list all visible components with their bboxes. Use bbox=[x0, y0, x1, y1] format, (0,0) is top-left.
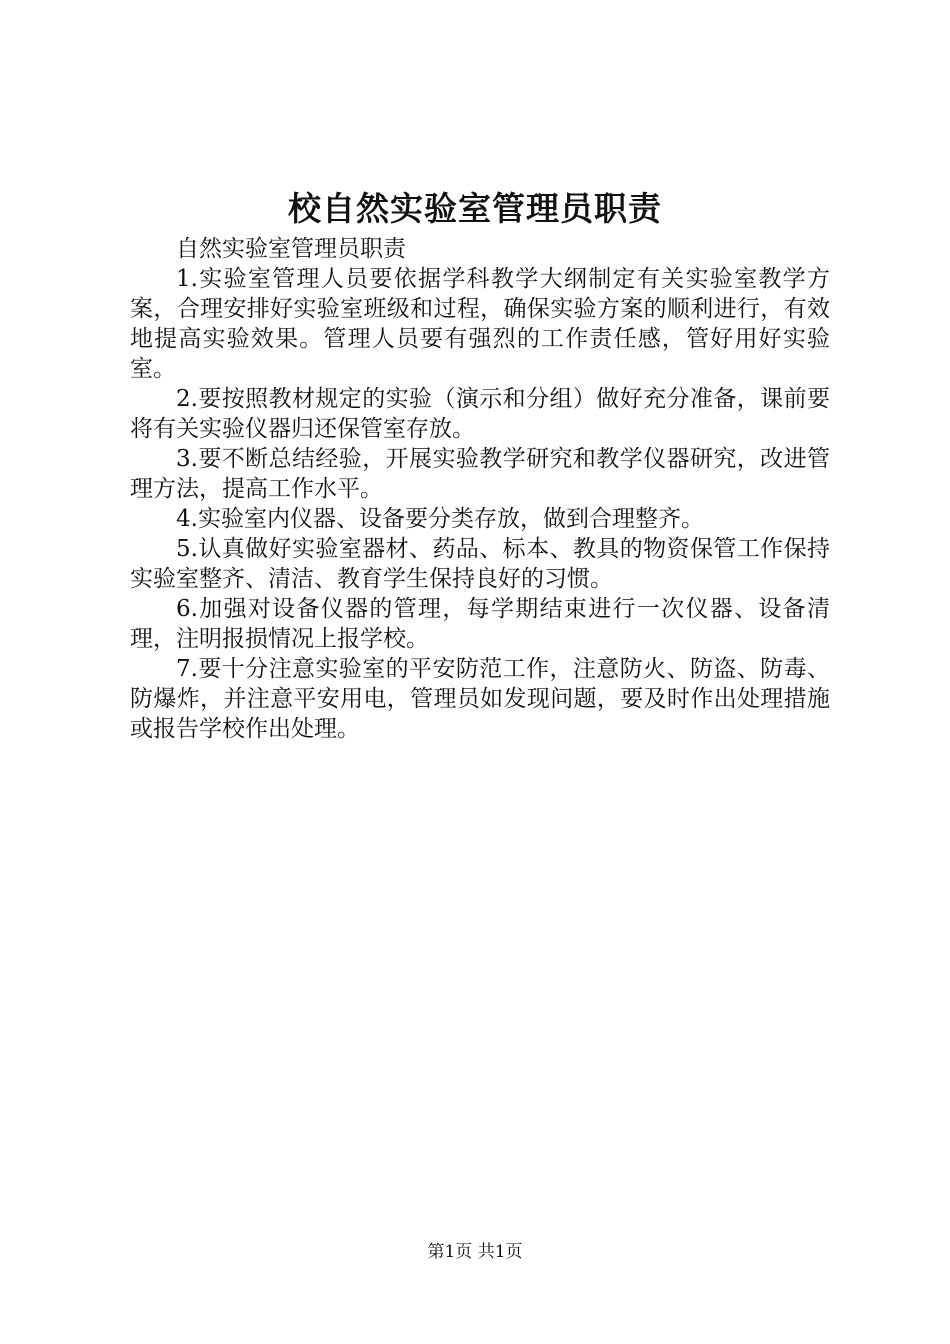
paragraph-5: 5.认真做好实验室器材、药品、标本、教具的物资保管工作保持实验室整齐、清洁、教育学生保持良好的习惯。 bbox=[130, 536, 830, 592]
paragraph-6: 6.加强对设备仪器的管理，每学期结束进行一次仪器、设备清理，注明报损情况上报学校。 bbox=[130, 596, 830, 652]
paragraph-4: 4.实验室内仪器、设备要分类存放，做到合理整齐。 bbox=[176, 506, 704, 532]
document-subtitle: 自然实验室管理员职责 bbox=[176, 236, 406, 262]
page-title: 校自然实验室管理员职责 bbox=[288, 189, 662, 228]
document-body bbox=[130, 234, 830, 744]
paragraph-1: 1.实验室管理人员要依据学科教学大纲制定有关实验室教学方案，合理安排好实验室班级和过程，确保实验方案的顺利进行，有效地提高实验效果。管理人员要有强烈的工作责任感，管好用好实验室。 bbox=[130, 266, 830, 382]
paragraph-7: 7.要十分注意实验室的平安防范工作，注意防火、防盗、防毒、防爆炸，并注意平安用电，管理员如发现问题，要及时作出处理措施或报告学校作出处理。 bbox=[130, 656, 830, 742]
paragraph-3: 3.要不断总结经验，开展实验教学研究和教学仪器研究，改进管理方法，提高工作水平。 bbox=[130, 446, 830, 502]
paragraph-2: 2.要按照教材规定的实验（演示和分组）做好充分准备，课前要将有关实验仪器归还保管室存放。 bbox=[130, 386, 830, 442]
page-number-footer: 第1页 共1页 bbox=[427, 1242, 523, 1262]
